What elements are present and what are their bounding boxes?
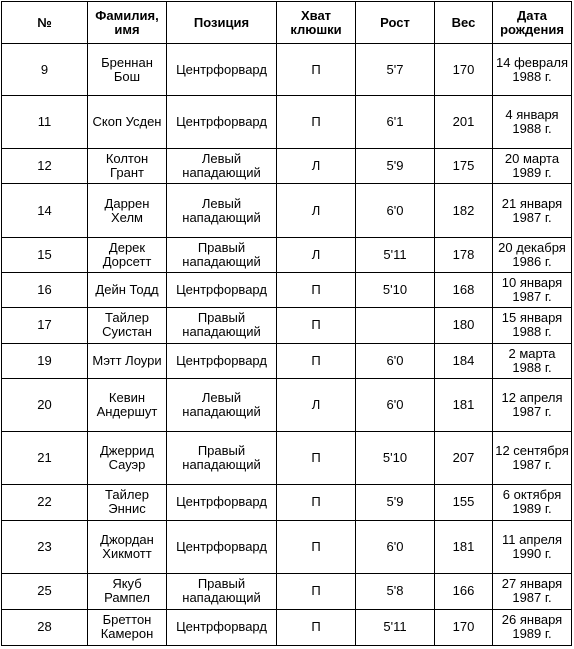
cell-weight: 180 bbox=[435, 307, 493, 343]
cell-grip: П bbox=[277, 96, 356, 149]
cell-weight: 166 bbox=[435, 573, 493, 609]
cell-name: Мэтт Лоури bbox=[88, 343, 167, 378]
cell-position: Центрфорвард bbox=[167, 485, 277, 520]
cell-grip: П bbox=[277, 432, 356, 485]
cell-dob: 15 января 1988 г. bbox=[493, 307, 572, 343]
cell-dob: 14 февраля 1988 г. bbox=[493, 44, 572, 96]
cell-height: 5'8 bbox=[356, 573, 435, 609]
cell-position: Левый нападающий bbox=[167, 184, 277, 237]
table-row bbox=[2, 485, 572, 520]
cell-position: Центрфорвард bbox=[167, 96, 277, 149]
header-grip: Хват клюшки bbox=[277, 2, 356, 44]
cell-grip: Л bbox=[277, 184, 356, 237]
cell-grip: П bbox=[277, 485, 356, 520]
cell-height: 6'0 bbox=[356, 184, 435, 237]
cell-position: Центрфорвард bbox=[167, 609, 277, 645]
header-weight: Вес bbox=[435, 2, 493, 44]
cell-number: 22 bbox=[2, 485, 88, 520]
cell-number: 21 bbox=[2, 432, 88, 485]
cell-number: 9 bbox=[2, 44, 88, 96]
table-row bbox=[2, 237, 572, 272]
cell-height: 5'9 bbox=[356, 485, 435, 520]
table-row bbox=[2, 573, 572, 609]
cell-weight: 182 bbox=[435, 184, 493, 237]
header-position: Позиция bbox=[167, 2, 277, 44]
cell-grip: П bbox=[277, 573, 356, 609]
cell-grip: П bbox=[277, 272, 356, 307]
cell-number: 19 bbox=[2, 343, 88, 378]
cell-height: 5'10 bbox=[356, 272, 435, 307]
cell-weight: 170 bbox=[435, 44, 493, 96]
table-row bbox=[2, 272, 572, 307]
cell-position: Правый нападающий bbox=[167, 432, 277, 485]
cell-position: Центрфорвард bbox=[167, 272, 277, 307]
header-name: Фамилия, имя bbox=[88, 2, 167, 44]
table-row bbox=[2, 149, 572, 184]
cell-grip: Л bbox=[277, 237, 356, 272]
roster-table bbox=[1, 1, 572, 646]
cell-position: Левый нападающий bbox=[167, 379, 277, 432]
table-row bbox=[2, 343, 572, 378]
cell-number: 15 bbox=[2, 237, 88, 272]
table-row bbox=[2, 432, 572, 485]
header-number: № bbox=[2, 2, 88, 44]
cell-name: Даррен Хелм bbox=[88, 184, 167, 237]
cell-height: 6'0 bbox=[356, 343, 435, 378]
cell-height: 6'0 bbox=[356, 520, 435, 573]
cell-dob: 4 января 1988 г. bbox=[493, 96, 572, 149]
cell-grip: П bbox=[277, 520, 356, 573]
cell-height: 5'10 bbox=[356, 432, 435, 485]
table-row bbox=[2, 379, 572, 432]
cell-height: 5'9 bbox=[356, 149, 435, 184]
cell-weight: 168 bbox=[435, 272, 493, 307]
cell-grip: Л bbox=[277, 379, 356, 432]
cell-position: Центрфорвард bbox=[167, 520, 277, 573]
cell-name: Бреннан Бош bbox=[88, 44, 167, 96]
cell-name: Дейн Тодд bbox=[88, 272, 167, 307]
cell-position: Правый нападающий bbox=[167, 573, 277, 609]
cell-name: Тайлер Суистан bbox=[88, 307, 167, 343]
table-row bbox=[2, 96, 572, 149]
cell-dob: 21 января 1987 г. bbox=[493, 184, 572, 237]
cell-name: Кевин Андершут bbox=[88, 379, 167, 432]
cell-number: 16 bbox=[2, 272, 88, 307]
cell-height: 6'0 bbox=[356, 379, 435, 432]
cell-dob: 27 января 1987 г. bbox=[493, 573, 572, 609]
cell-number: 14 bbox=[2, 184, 88, 237]
cell-height: 6'1 bbox=[356, 96, 435, 149]
cell-weight: 175 bbox=[435, 149, 493, 184]
cell-number: 12 bbox=[2, 149, 88, 184]
cell-weight: 155 bbox=[435, 485, 493, 520]
table-row bbox=[2, 609, 572, 645]
cell-name: Якуб Рампел bbox=[88, 573, 167, 609]
cell-name: Колтон Грант bbox=[88, 149, 167, 184]
cell-grip: П bbox=[277, 343, 356, 378]
cell-grip: П bbox=[277, 44, 356, 96]
cell-dob: 20 декабря 1986 г. bbox=[493, 237, 572, 272]
cell-grip: Л bbox=[277, 149, 356, 184]
cell-position: Правый нападающий bbox=[167, 307, 277, 343]
cell-name: Скоп Усден bbox=[88, 96, 167, 149]
cell-dob: 11 апреля 1990 г. bbox=[493, 520, 572, 573]
cell-name: Джеррид Сауэр bbox=[88, 432, 167, 485]
cell-number: 25 bbox=[2, 573, 88, 609]
cell-weight: 181 bbox=[435, 379, 493, 432]
cell-weight: 184 bbox=[435, 343, 493, 378]
cell-name: Дерек Дорсетт bbox=[88, 237, 167, 272]
cell-height: 5'7 bbox=[356, 44, 435, 96]
cell-weight: 170 bbox=[435, 609, 493, 645]
cell-number: 11 bbox=[2, 96, 88, 149]
cell-dob: 2 марта 1988 г. bbox=[493, 343, 572, 378]
cell-position: Левый нападающий bbox=[167, 149, 277, 184]
cell-grip: П bbox=[277, 307, 356, 343]
cell-number: 28 bbox=[2, 609, 88, 645]
cell-dob: 10 января 1987 г. bbox=[493, 272, 572, 307]
cell-weight: 207 bbox=[435, 432, 493, 485]
cell-dob: 12 сентября 1987 г. bbox=[493, 432, 572, 485]
cell-height: 5'11 bbox=[356, 609, 435, 645]
cell-position: Правый нападающий bbox=[167, 237, 277, 272]
cell-position: Центрфорвард bbox=[167, 343, 277, 378]
cell-name: Джордан Хикмотт bbox=[88, 520, 167, 573]
cell-height: 5'11 bbox=[356, 237, 435, 272]
cell-position: Центрфорвард bbox=[167, 44, 277, 96]
cell-dob: 20 марта 1989 г. bbox=[493, 149, 572, 184]
header-row bbox=[2, 2, 572, 44]
cell-weight: 201 bbox=[435, 96, 493, 149]
cell-number: 20 bbox=[2, 379, 88, 432]
cell-grip: П bbox=[277, 609, 356, 645]
roster-body bbox=[2, 44, 572, 646]
table-row bbox=[2, 307, 572, 343]
cell-weight: 178 bbox=[435, 237, 493, 272]
cell-dob: 26 января 1989 г. bbox=[493, 609, 572, 645]
header-height: Рост bbox=[356, 2, 435, 44]
cell-number: 23 bbox=[2, 520, 88, 573]
cell-weight: 181 bbox=[435, 520, 493, 573]
header-dob: Дата рождения bbox=[493, 2, 572, 44]
table-row bbox=[2, 44, 572, 96]
table-row bbox=[2, 184, 572, 237]
table-row bbox=[2, 520, 572, 573]
cell-number: 17 bbox=[2, 307, 88, 343]
cell-name: Тайлер Эннис bbox=[88, 485, 167, 520]
cell-height bbox=[356, 307, 435, 343]
cell-dob: 12 апреля 1987 г. bbox=[493, 379, 572, 432]
cell-dob: 6 октября 1989 г. bbox=[493, 485, 572, 520]
cell-name: Бреттон Камерон bbox=[88, 609, 167, 645]
